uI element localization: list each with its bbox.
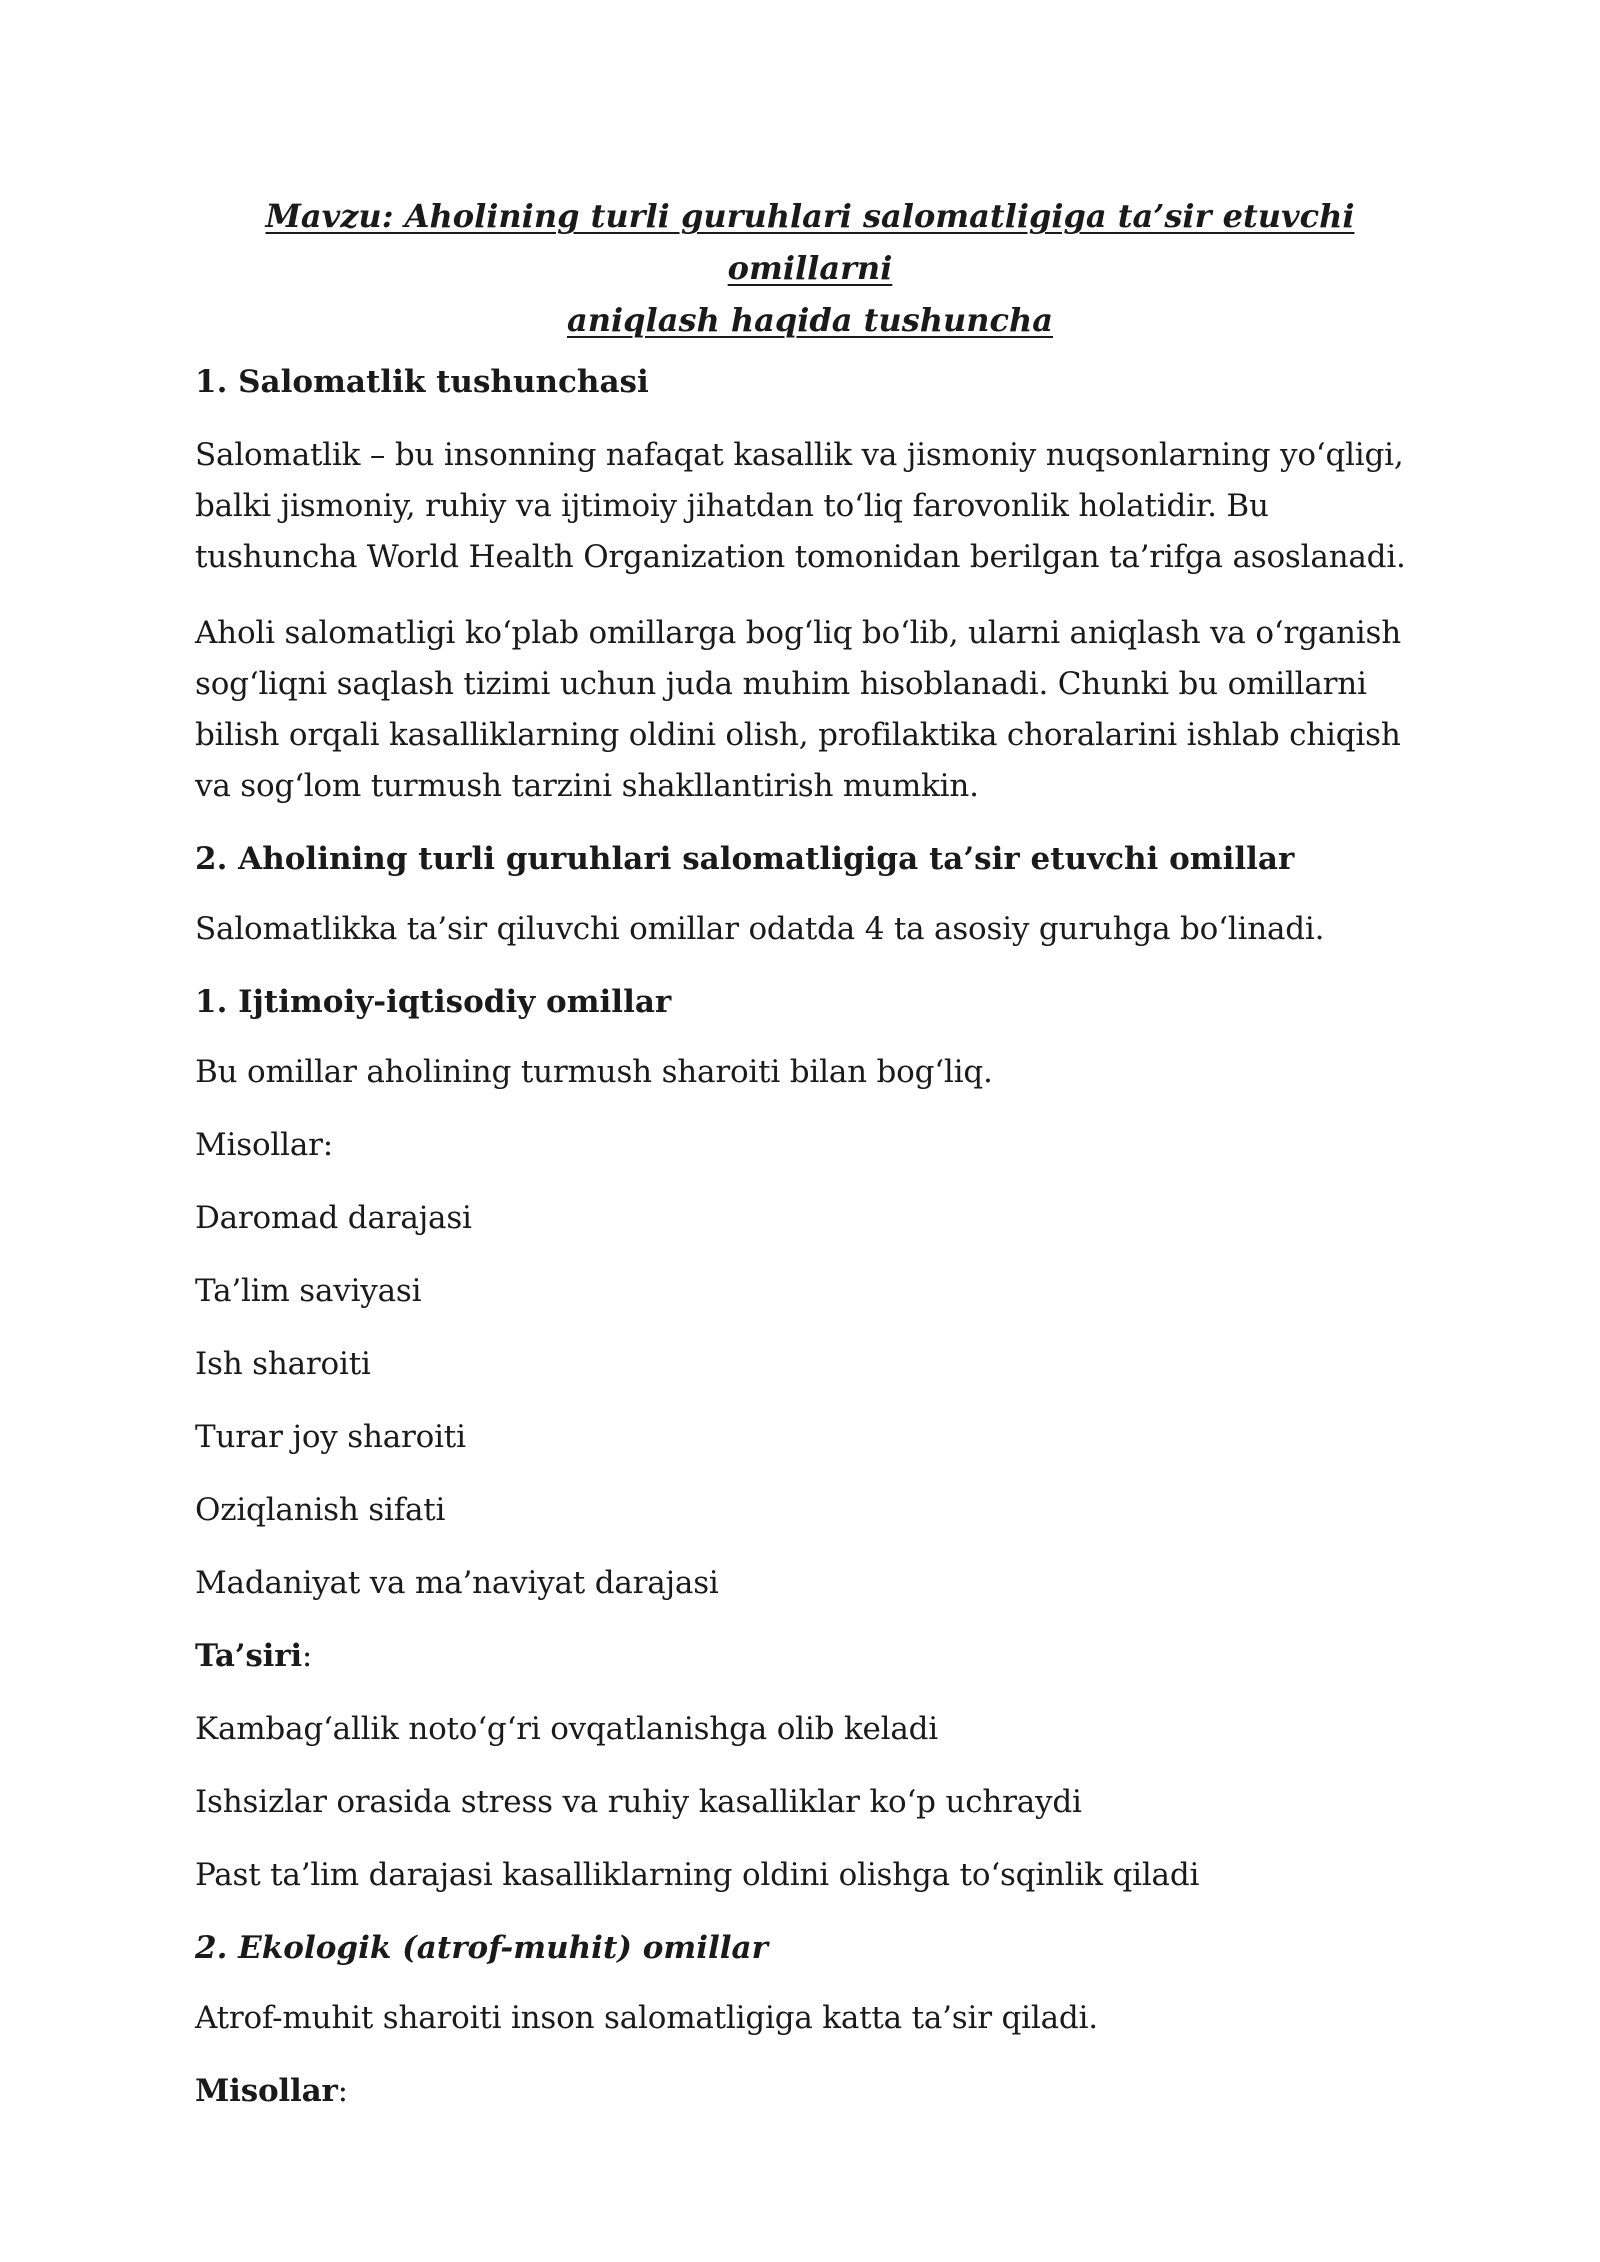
list-item: Kambag‘allik noto‘g‘ri ovqatlanishga olib keladi	[195, 1711, 938, 1747]
paragraph-definition	[195, 430, 1425, 583]
list-item: Daromad darajasi	[195, 1200, 472, 1236]
paragraph-line: bilish orqali kasalliklarning oldini olish, profilaktika choralarini ishlab chiqish	[195, 717, 1401, 753]
list-item: Ish sharoiti	[195, 1346, 371, 1382]
list-item: Past ta’lim darajasi kasalliklarning oldini olishga to‘sqinlik qiladi	[195, 1857, 1200, 1893]
examples-label-ecological	[195, 2069, 1425, 2113]
paragraph-line: tushuncha World Health Organization tomonidan berilgan ta’rifga asoslanadi.	[195, 539, 1406, 575]
paragraph-line: Aholi salomatligi ko‘plab omillarga bog‘liq bo‘lib, ularni aniqlash va o‘rganish	[195, 615, 1401, 651]
paragraph-ecological-intro: Atrof-muhit sharoiti inson salomatligiga katta ta’sir qiladi.	[195, 2000, 1098, 2036]
group-heading-socioeconomic: 1. Ijtimoiy-iqtisodiy omillar	[195, 984, 672, 1020]
paragraph-line: Salomatlik – bu insonning nafaqat kasallik va jismoniy nuqsonlarning yo‘qligi,	[195, 437, 1404, 473]
paragraph-groups-intro: Salomatlikka ta’sir qiluvchi omillar odatda 4 ta asosiy guruhga bo‘linadi.	[195, 911, 1325, 947]
effects-label	[195, 1634, 1425, 1678]
title-line-2: aniqlash haqida tushuncha	[567, 301, 1053, 339]
section-heading-salomatlik: 1. Salomatlik tushunchasi	[195, 364, 649, 400]
group-heading-ecological: 2. Ekologik (atrof-muhit) omillar	[195, 1930, 768, 1966]
document-page	[195, 190, 1425, 2142]
list-item: Madaniyat va ma’naviyat darajasi	[195, 1565, 719, 1601]
examples-label: Misollar:	[195, 1127, 334, 1163]
list-item: Ishsizlar orasida stress va ruhiy kasalliklar ko‘p uchraydi	[195, 1784, 1082, 1820]
effects-label-text: Ta’siri	[195, 1638, 302, 1674]
paragraph-importance	[195, 608, 1425, 812]
document-title	[195, 190, 1425, 346]
effects-label-colon: :	[301, 1638, 313, 1674]
examples-label-text: Misollar	[195, 2073, 338, 2109]
paragraph-line: balki jismoniy, ruhiy va ijtimoiy jihatdan to‘liq farovonlik holatidir. Bu	[195, 488, 1269, 524]
list-item: Turar joy sharoiti	[195, 1419, 466, 1455]
examples-label-colon: :	[337, 2073, 348, 2109]
list-item: Ta’lim saviyasi	[195, 1273, 422, 1309]
section-heading-omillar: 2. Aholining turli guruhlari salomatligiga ta’sir etuvchi omillar	[195, 841, 1295, 877]
paragraph-line: sog‘liqni saqlash tizimi uchun juda muhim hisoblanadi. Chunki bu omillarni	[195, 666, 1367, 702]
paragraph-socioeconomic-intro: Bu omillar aholining turmush sharoiti bilan bog‘liq.	[195, 1054, 993, 1090]
list-item: Oziqlanish sifati	[195, 1492, 446, 1528]
paragraph-line: va sog‘lom turmush tarzini shakllantirish mumkin.	[195, 768, 979, 804]
title-line-1: Mavzu: Aholining turli guruhlari salomatligiga ta’sir etuvchi omillarni	[265, 197, 1355, 287]
